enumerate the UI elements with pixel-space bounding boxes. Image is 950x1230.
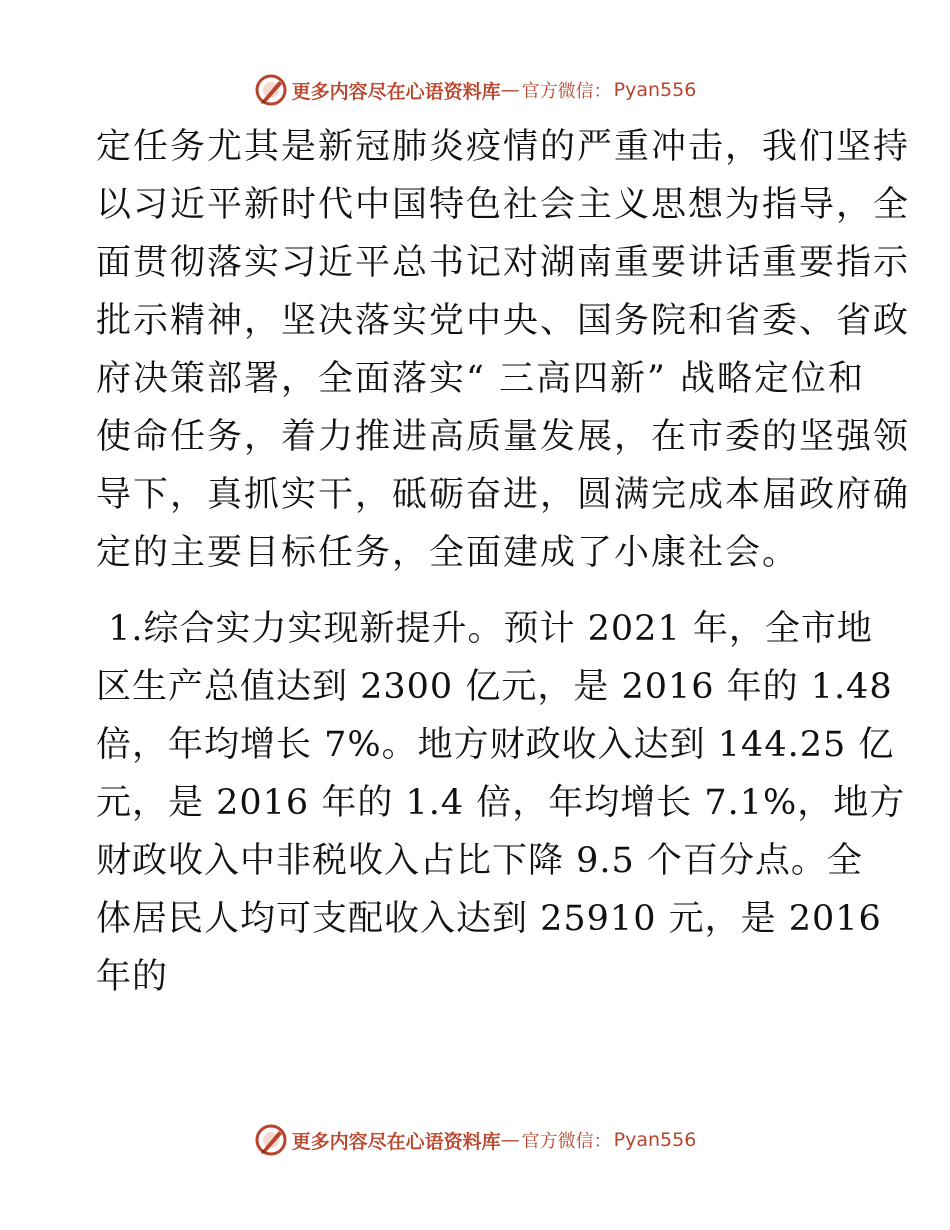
text-line: 批示精神，坚决落实党中央、国务院和省委、省政 bbox=[96, 301, 911, 341]
text-line: 面贯彻落实习近平总书记对湖南重要讲话重要指示 bbox=[96, 243, 911, 283]
text-line: 以习近平新时代中国特色社会主义思想为指导，全 bbox=[96, 185, 911, 225]
banner-wechat-handle: Pyan556 bbox=[613, 79, 697, 101]
text-line: 1.综合实力实现新提升。预计 2021 年，全市地 bbox=[96, 609, 873, 649]
pen-nib-logo-icon bbox=[254, 1123, 288, 1157]
banner-separator: — bbox=[500, 79, 520, 101]
banner-text: 更多内容尽在心语资料库 bbox=[291, 80, 501, 103]
text-line: 使命任务，着力推进高质量发展，在市委的坚强领 bbox=[96, 417, 911, 457]
text-line: 财政收入中非税收入占比下降 9.5 个百分点。全 bbox=[96, 841, 863, 881]
text-line: 定的主要目标任务，全面建成了小康社会。 bbox=[96, 533, 800, 573]
text-line: 导下，真抓实干，砥砺奋进，圆满完成本届政府确 bbox=[96, 475, 911, 515]
header-banner bbox=[0, 70, 950, 110]
banner-wechat-handle: Pyan556 bbox=[613, 1129, 697, 1151]
pen-nib-logo-icon bbox=[254, 73, 288, 107]
text-line: 年的 bbox=[96, 957, 169, 997]
text-line: 区生产总值达到 2300 亿元，是 2016 年的 1.48 bbox=[96, 667, 893, 707]
banner-wechat-label: 官方微信： bbox=[521, 81, 612, 102]
text-line: 体居民人均可支配收入达到 25910 元，是 2016 bbox=[96, 899, 882, 939]
text-line: 定任务尤其是新冠肺炎疫情的严重冲击，我们坚持 bbox=[96, 127, 911, 167]
banner-wechat-label: 官方微信： bbox=[521, 1131, 612, 1152]
paragraph-2 bbox=[96, 600, 906, 1006]
text-line: 元，是 2016 年的 1.4 倍，年均增长 7.1%，地方 bbox=[96, 783, 906, 823]
footer-banner bbox=[0, 1120, 950, 1160]
text-line: 倍，年均增长 7%。地方财政收入达到 144.25 亿 bbox=[96, 725, 895, 765]
banner-separator: — bbox=[500, 1129, 520, 1151]
banner-text: 更多内容尽在心语资料库 bbox=[291, 1130, 501, 1153]
paragraph-1 bbox=[96, 118, 911, 582]
text-line: 府决策部署，全面落实“ 三高四新” 战略定位和 bbox=[96, 359, 866, 399]
